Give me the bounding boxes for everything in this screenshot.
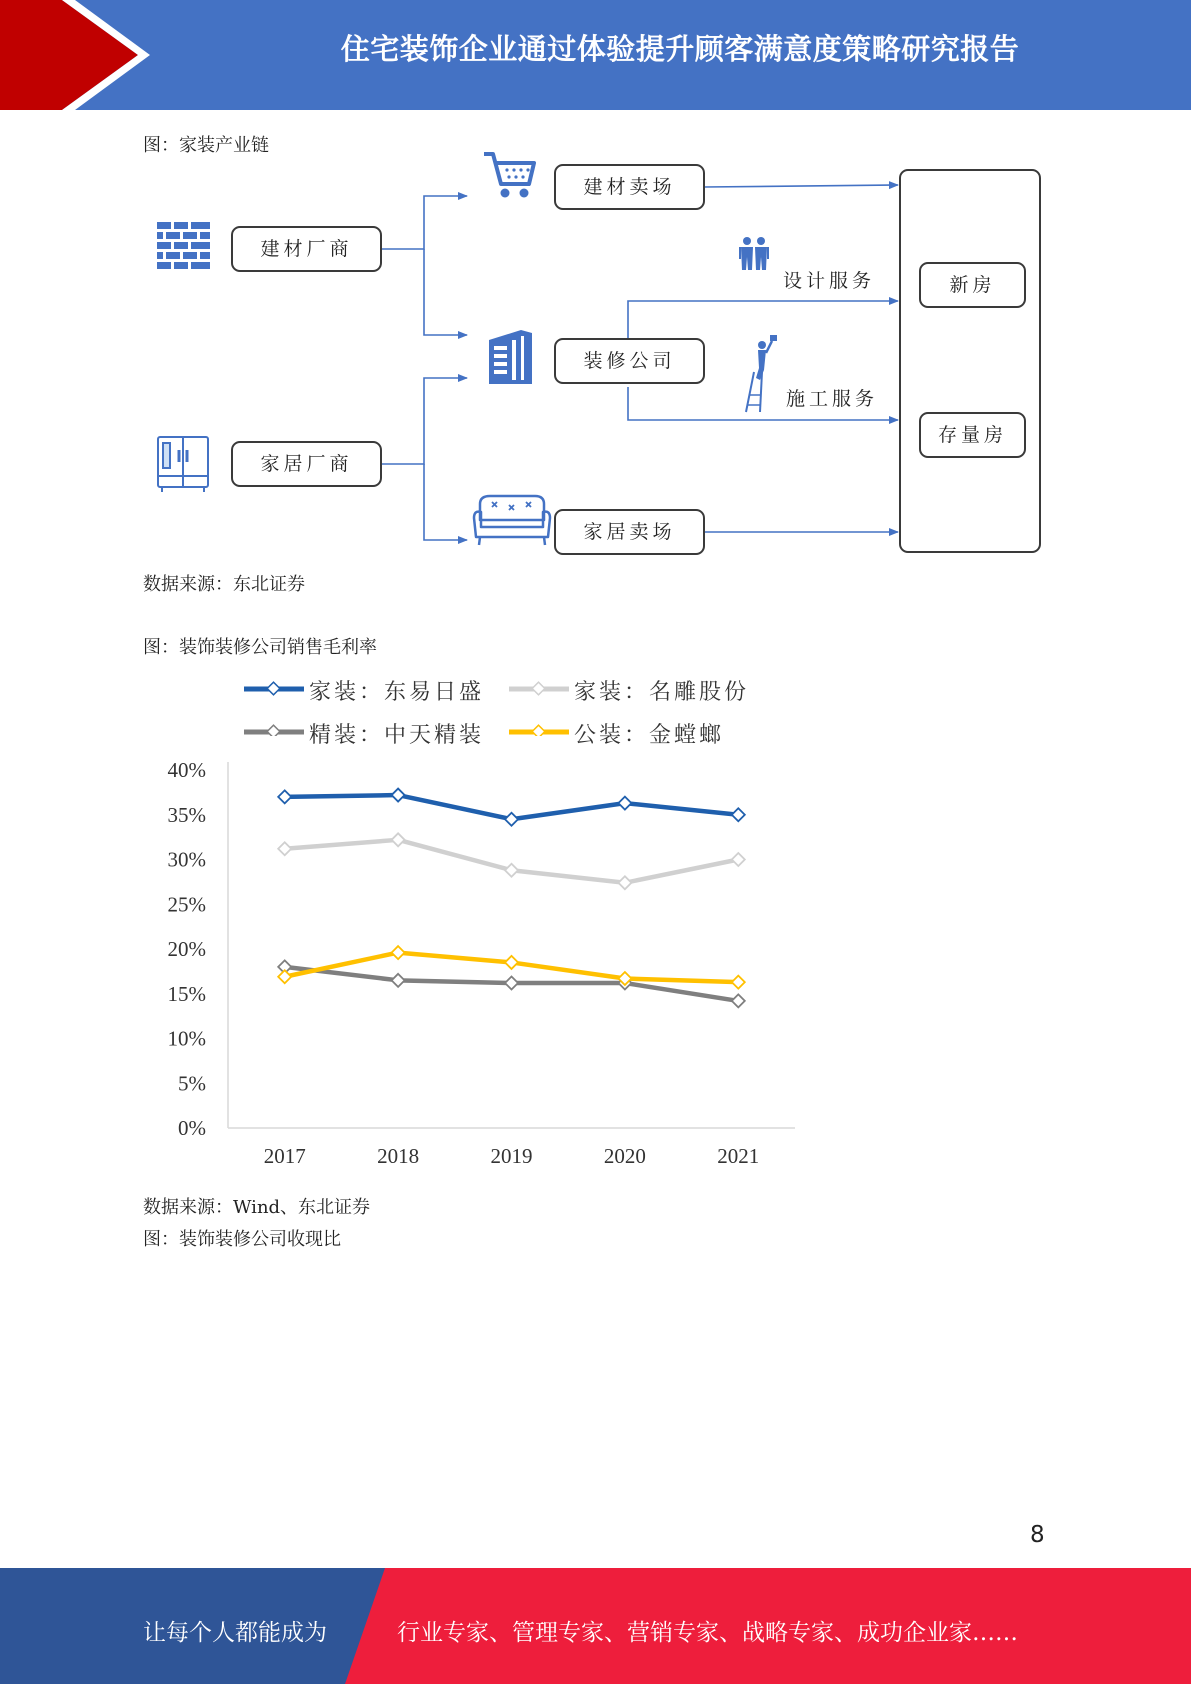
x-tick-label: 2020 (603, 1144, 646, 1168)
connector-materials-to-cart (381, 196, 467, 249)
data-point-series-0 (392, 789, 405, 802)
x-tick-label: 2017 (263, 1144, 306, 1168)
x-tick-label: 2021 (717, 1144, 760, 1168)
node-decoration-company: 装修公司 (554, 338, 705, 384)
node-existing-house: 存量房 (919, 412, 1026, 458)
data-point-series-0 (618, 797, 631, 810)
y-tick-label: 40% (167, 758, 206, 782)
legend-label-series-0: 家装：东易日盛 (309, 680, 485, 705)
figure1-caption: 图：家装产业链 (143, 135, 269, 156)
data-point-series-3 (278, 970, 291, 983)
header-arrow-decoration (0, 0, 160, 110)
data-point-series-0 (278, 790, 291, 803)
connector-design-service (628, 301, 898, 340)
node-furniture-market: 家居卖场 (554, 509, 705, 555)
x-tick-label: 2019 (490, 1144, 533, 1168)
y-tick-label: 0% (178, 1116, 206, 1140)
data-point-series-2 (732, 994, 745, 1007)
node-materials-market: 建材卖场 (554, 164, 705, 210)
figure3-caption: 图：装饰装修公司收现比 (143, 1229, 341, 1250)
footer-slogan-left: 让每个人都能成为 (143, 1620, 327, 1646)
connector-materials-to-building (424, 249, 467, 335)
data-point-series-1 (278, 842, 291, 855)
y-tick-label: 15% (167, 981, 206, 1006)
connector-furniture-to-building (381, 378, 467, 464)
y-tick-label: 30% (167, 847, 206, 872)
legend-markers-right (505, 676, 575, 736)
connector-furniture-to-sofa (424, 464, 467, 540)
y-tick-label: 25% (167, 892, 206, 917)
data-point-series-1 (392, 833, 405, 846)
label-construction-service: 施工服务 (786, 388, 879, 410)
node-furniture-maker: 家居厂商 (231, 441, 382, 487)
y-tick-label: 10% (167, 1026, 206, 1051)
data-point-series-3 (732, 976, 745, 989)
data-point-series-0 (732, 808, 745, 821)
shopping-cart-icon (484, 154, 534, 198)
label-design-service: 设计服务 (783, 270, 876, 292)
figure1-source: 数据来源：东北证券 (143, 574, 305, 595)
legend-markers (240, 676, 310, 736)
node-new-house: 新房 (919, 262, 1026, 308)
data-point-series-2 (392, 974, 405, 987)
office-building-icon (489, 330, 532, 384)
figure2-caption: 图：装饰装修公司销售毛利率 (143, 637, 377, 658)
data-point-series-1 (732, 853, 745, 866)
data-point-series-0 (505, 813, 518, 826)
gross-margin-line-chart (140, 750, 820, 1180)
footer-slogan-right: 行业专家、管理专家、营销专家、战略专家、成功企业家…… (397, 1620, 1018, 1646)
node-materials-maker: 建材厂商 (231, 226, 382, 272)
legend-label-series-2: 精装：中天精装 (309, 723, 485, 748)
data-point-series-1 (505, 864, 518, 877)
x-tick-label: 2018 (377, 1144, 420, 1168)
sofa-icon (474, 496, 550, 545)
page-number: 8 (1030, 1522, 1045, 1548)
y-tick-label: 5% (178, 1071, 206, 1096)
refrigerator-icon (158, 437, 208, 492)
y-tick-label: 35% (167, 802, 206, 827)
brick-wall-icon (157, 222, 210, 269)
data-point-series-1 (618, 876, 631, 889)
legend-label-series-3: 公装：金螳螂 (574, 723, 725, 748)
painter-on-ladder-icon (746, 335, 777, 412)
data-point-series-2 (505, 977, 518, 990)
data-point-series-3 (392, 946, 405, 959)
houses-container (899, 169, 1041, 553)
designers-icon (739, 237, 769, 270)
figure2-source: 数据来源：Wind、东北证券 (143, 1197, 371, 1218)
page-header (0, 0, 1191, 110)
legend-label-series-1: 家装：名雕股份 (574, 680, 750, 705)
y-tick-label: 20% (167, 937, 206, 961)
data-point-series-3 (505, 956, 518, 969)
report-title: 住宅装饰企业通过体验提升顾客满意度策略研究报告 (340, 32, 1020, 66)
connector-materials-market-to-houses (704, 185, 898, 187)
